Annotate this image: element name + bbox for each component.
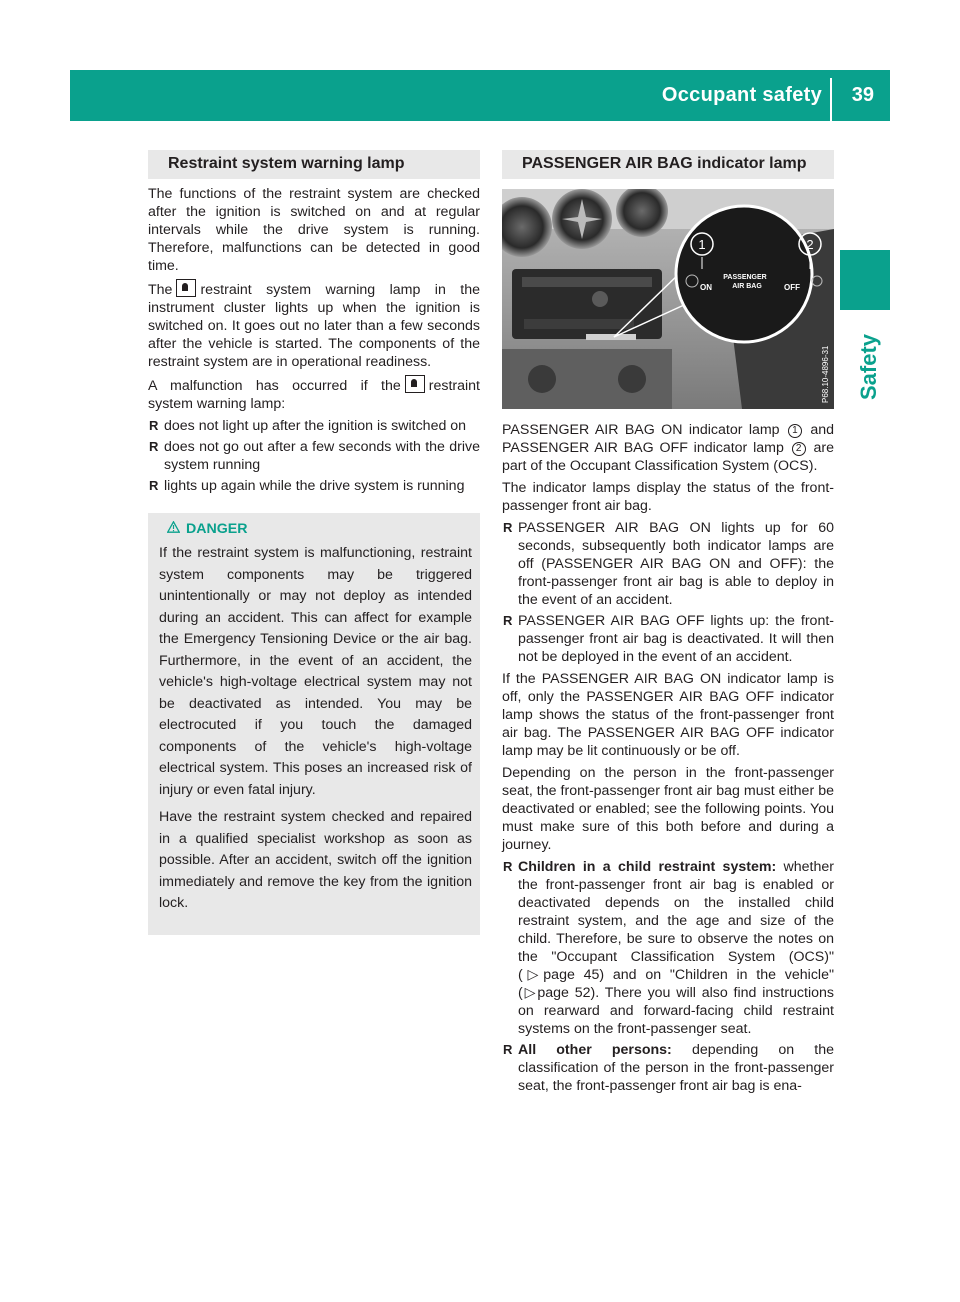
danger-heading: DANGER	[159, 521, 472, 537]
header-bar	[70, 70, 890, 121]
side-tab	[840, 250, 890, 310]
photo-callout-2: 2	[806, 237, 814, 252]
paragraph: Depending on the person in the front-passenger seat, the front-passenger front air bag must either be deactivated or enabled; see the following points. You must make sure of this both before and during a journey.	[502, 765, 834, 853]
photo-callout-1: 1	[698, 237, 706, 252]
bullet-list	[502, 519, 834, 666]
paragraph: A malfunction has occurred if the restraint system warning lamp:	[148, 375, 480, 413]
section-title-restraint: Restraint system warning lamp	[148, 150, 480, 179]
page-link[interactable]: page 52). There you will also find instructions on rearward and forward-facing child restraint systems on the front-passenger seat.	[518, 985, 834, 1037]
list-item: R PASSENGER AIR BAG ON lights up for 60 seconds, subsequently both indicator lamps are off (PASSENGER AIR BAG ON and OFF): the front-passenger front air bag is able to deploy in the event of an accident.	[502, 519, 834, 609]
photo-lamp-off: OFF	[784, 283, 800, 292]
bullet-list	[148, 417, 480, 495]
side-section-label: Safety	[856, 333, 881, 400]
callout-number: 2	[792, 442, 806, 456]
section-title-airbag: PASSENGER AIR BAG indicator lamp	[502, 150, 834, 179]
list-item: R does not light up after the ignition is switched on	[148, 417, 480, 435]
caption: PASSENGER AIR BAG ON indicator lamp 1 and PASSENGER AIR BAG OFF indicator lamp 2 are part of the Occupant Classification System (OCS).	[502, 422, 834, 474]
paragraph: The restraint system warning lamp in the instrument cluster lights up when the ignition is switched on. It goes out no later than a few seconds after the vehicle is started. The components of the restraint system are in operational readiness.	[148, 279, 480, 371]
danger-text: If the restraint system is malfunctioning, restraint system components may be triggered unintentionally or may not deploy as intended during an accident. This can affect for example the Emergency Tensioning Device or the air bag. Furthermore, in the event of an accident, the vehicle's high-voltage electrical system may not be deactivated as intended. You may be electrocuted if you touch the damaged components of the vehicle's high-voltage electrical system. This poses an increased risk of injury or even fatal injury.	[159, 545, 472, 798]
list-item: R PASSENGER AIR BAG OFF lights up: the front-passenger front air bag is deactivated. It will then not be deployed in the event of an accident.	[502, 612, 834, 666]
page-number: 39	[851, 84, 874, 106]
dashboard-photo	[502, 189, 834, 409]
right-column	[502, 150, 834, 1099]
paragraph: If the PASSENGER AIR BAG ON indicator lamp is off, only the PASSENGER AIR BAG OFF indicator lamp shows the status of the front-passenger front air bag. The PASSENGER AIR BAG OFF indicator lamp may be lit continuously or be off.	[502, 671, 834, 759]
restraint-warning-icon	[405, 375, 425, 393]
list-item: R lights up again while the drive system is running	[148, 477, 480, 495]
page-ref-arrow: ▷	[522, 985, 538, 1001]
danger-text: Have the restraint system checked and repaired in a qualified specialist workshop as soon as possible. After an accident, switch off the ignition immediately and remove the key from the ignition lock.	[159, 809, 472, 911]
paragraph: The functions of the restraint system are checked after the ignition is switched on and at regular intervals while the drive system is running. Therefore, malfunctions can be detected in good time.	[148, 186, 480, 274]
chapter-title: Occupant safety	[661, 84, 822, 106]
danger-box	[148, 513, 480, 935]
list-item: R Children in a child restraint system: whether the front-passenger front air bag is enabled or deactivated depends on the installed child restraint system, and the age and size of the child. Therefore, be sure to observe the notes on the "Occupant Classification System (OCS)" (▷page 45) and on "Children in the vehicle" (▷page 52). There you will also find instructions on rearward and forward-facing child restraint systems on the front-passenger seat.	[502, 858, 834, 1038]
paragraph: The indicator lamps display the status of the front-passenger front air bag.	[502, 480, 834, 514]
page-ref-arrow: ▷	[522, 967, 544, 983]
photo-lamp-text-1: PASSENGER	[723, 274, 767, 281]
bullet-list	[502, 858, 834, 1095]
restraint-warning-icon	[176, 279, 196, 297]
photo-lamp-on: ON	[700, 283, 712, 292]
photo-lamp-text-2: AIR BAG	[732, 283, 762, 290]
left-column	[148, 150, 480, 935]
header-divider	[830, 78, 832, 121]
page-link[interactable]: page 45) and on "Children in the vehicle" (	[518, 967, 834, 1001]
list-item: R does not go out after a few seconds with the drive system running	[148, 438, 480, 474]
warning-triangle-icon	[167, 521, 180, 537]
list-item: R All other persons: depending on the classification of the person in the front-passenger seat, the front-passenger front air bag is ena-	[502, 1041, 834, 1095]
photo-code: P68.10-4896-31	[821, 345, 830, 403]
callout-number: 1	[788, 424, 802, 438]
